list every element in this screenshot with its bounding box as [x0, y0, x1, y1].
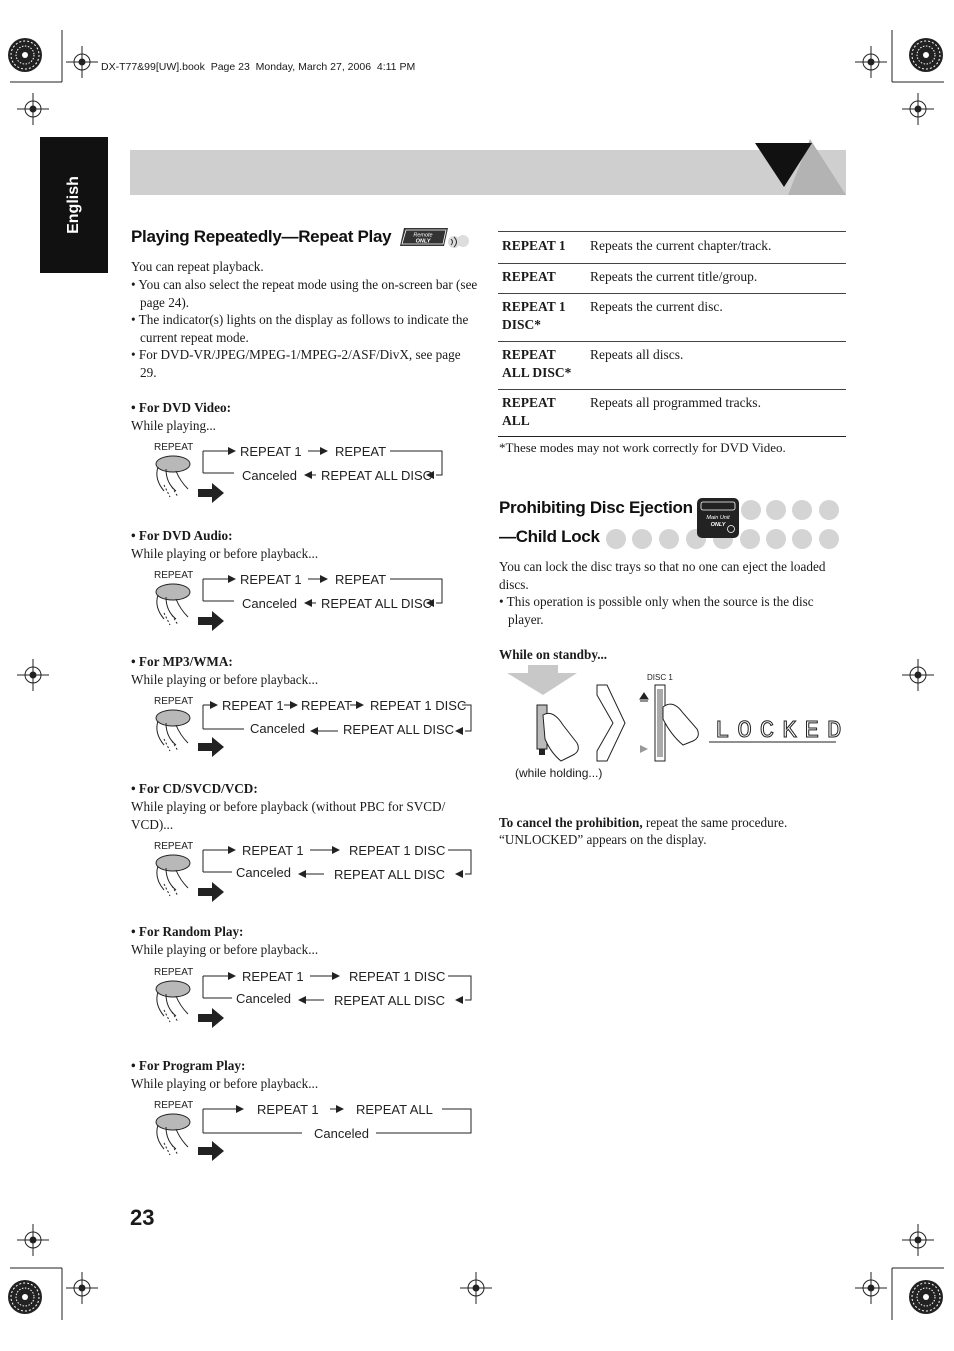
book-info: DX-T77&99[UW].book Page 23 Monday, March 27, 2006 4:11 PM [101, 61, 416, 73]
svg-text:Main Unit: Main Unit [706, 515, 730, 521]
group-sub-dvd-audio: While playing or before playback... [131, 546, 319, 561]
group-sub-mp3-wma: While playing or before playback... [131, 672, 319, 687]
svg-text:REPEAT: REPEAT [154, 841, 194, 852]
repeat-diagram-cd-svcd-vcd [150, 836, 480, 926]
table-value: Repeats the current disc. [590, 299, 723, 314]
repeat-diagram-program-play [150, 1095, 480, 1185]
table-value: Repeats all discs. [590, 347, 684, 362]
svg-text:REPEAT: REPEAT [154, 967, 194, 978]
svg-text:Remote: Remote [413, 232, 433, 239]
svg-text:REPEAT ALL DISC: REPEAT ALL DISC [334, 867, 446, 882]
while-holding-label: (while holding...) [515, 766, 603, 780]
svg-text:ONLY: ONLY [710, 522, 726, 528]
table-row [498, 389, 846, 437]
svg-text:REPEAT ALL DISC: REPEAT ALL DISC [321, 596, 433, 611]
svg-text:REPEAT 1: REPEAT 1 [257, 1102, 319, 1117]
group-sub-random-play: While playing or before playback... [131, 942, 319, 957]
group-sub-dvd-video: While playing... [131, 418, 216, 433]
cancel-rest: repeat the same procedure. [642, 815, 788, 830]
svg-text:REPEAT: REPEAT [154, 696, 194, 707]
header-banner [130, 139, 846, 196]
language-tab [40, 137, 108, 273]
group-heading-cd-svcd-vcd: • For CD/SVCD/VCD: [131, 781, 258, 796]
child-lock-title-line2: —Child Lock [499, 527, 604, 547]
unlocked-note: “UNLOCKED” appears on the display. [499, 832, 707, 847]
svg-text:REPEAT 1: REPEAT 1 [240, 572, 302, 587]
table-value: Repeats all programmed tracks. [590, 395, 761, 410]
group-heading-random-play: • For Random Play: [131, 924, 244, 939]
main-unit-only-icon [697, 498, 739, 538]
svg-text:REPEAT ALL: REPEAT ALL [356, 1102, 433, 1117]
svg-text:REPEAT: REPEAT [335, 444, 387, 459]
svg-text:REPEAT 1 DISC: REPEAT 1 DISC [349, 843, 446, 858]
cancel-bold: To cancel the prohibition, [499, 815, 643, 830]
group-heading-dvd-video: • For DVD Video: [131, 400, 231, 415]
svg-text:REPEAT ALL DISC: REPEAT ALL DISC [321, 468, 433, 483]
table-key: REPEAT ALL DISC* [502, 347, 572, 380]
child-lock-intro: You can lock the disc trays so that no one can eject the loaded discs. [499, 559, 826, 592]
group-heading-mp3-wma: • For MP3/WMA: [131, 654, 233, 669]
repeat-diagram-random-play [150, 962, 480, 1052]
svg-text:REPEAT: REPEAT [335, 572, 387, 587]
svg-text:Canceled: Canceled [236, 865, 291, 880]
repeat-bullet-2: • The indicator(s) lights on the display as follows to indicate the current repeat mode. [131, 312, 469, 345]
table-key: REPEAT ALL [502, 395, 556, 428]
table-key: REPEAT 1 DISC* [502, 299, 566, 332]
repeat-section-title: Playing Repeatedly—Repeat Play [131, 227, 392, 246]
svg-text:REPEAT ALL DISC: REPEAT ALL DISC [343, 722, 455, 737]
repeat-diagram-dvd-audio [150, 565, 480, 655]
svg-text:Canceled: Canceled [242, 468, 297, 483]
svg-text:LOCKED: LOCKED [715, 718, 849, 745]
cancel-instructions [499, 814, 847, 832]
svg-text:Canceled: Canceled [314, 1126, 369, 1141]
child-lock-bullet: • This operation is possible only when the source is the disc player. [499, 594, 814, 627]
repeat-bullet-3: • For DVD-VR/JPEG/MPEG-1/MPEG-2/ASF/DivX, see page 29. [131, 347, 461, 380]
svg-text:DISC 1: DISC 1 [647, 673, 673, 682]
table-row [498, 341, 846, 389]
group-sub-cd-svcd-vcd: While playing or before playback (without PBC for SVCD/ VCD)... [131, 799, 446, 832]
svg-text:Canceled: Canceled [250, 721, 305, 736]
repeat-diagram-dvd-video [150, 437, 480, 527]
table-key: REPEAT [502, 269, 556, 284]
remote-only-icon [396, 226, 474, 250]
page-number: 23 [130, 1205, 155, 1230]
svg-text:REPEAT 1: REPEAT 1 [242, 969, 304, 984]
standby-label: While on standby... [499, 647, 608, 662]
repeat-intro: You can repeat playback. [131, 259, 264, 274]
svg-text:Canceled: Canceled [236, 991, 291, 1006]
svg-text:REPEAT: REPEAT [154, 442, 194, 453]
svg-text:REPEAT 1: REPEAT 1 [240, 444, 302, 459]
svg-text:REPEAT: REPEAT [154, 570, 194, 581]
group-heading-program-play: • For Program Play: [131, 1058, 246, 1073]
table-key: REPEAT 1 [502, 238, 566, 253]
group-heading-dvd-audio: • For DVD Audio: [131, 528, 233, 543]
table-value: Repeats the current title/group. [590, 269, 758, 284]
table-row [498, 293, 846, 341]
group-sub-program-play: While playing or before playback... [131, 1076, 319, 1091]
svg-text:REPEAT 1: REPEAT 1 [242, 843, 304, 858]
svg-text:REPEAT 1 DISC: REPEAT 1 DISC [349, 969, 446, 984]
svg-text:REPEAT: REPEAT [154, 1100, 194, 1111]
svg-text:REPEAT 1: REPEAT 1 [222, 698, 284, 713]
table-footnote: *These modes may not work correctly for DVD Video. [499, 440, 786, 455]
child-lock-title-line1: Prohibiting Disc Ejection [499, 498, 697, 518]
table-row [498, 263, 846, 293]
svg-text:Canceled: Canceled [242, 596, 297, 611]
svg-text:ONLY: ONLY [415, 238, 431, 245]
svg-text:REPEAT ALL DISC: REPEAT ALL DISC [334, 993, 446, 1008]
svg-text:REPEAT 1 DISC: REPEAT 1 DISC [370, 698, 467, 713]
repeat-bullet-1: • You can also select the repeat mode using the on-screen bar (see page 24). [131, 277, 478, 310]
svg-text:REPEAT: REPEAT [301, 698, 353, 713]
table-value: Repeats the current chapter/track. [590, 238, 772, 253]
language-tab-label: English [65, 176, 82, 234]
table-row [498, 231, 846, 263]
repeat-diagram-mp3-wma [150, 691, 480, 781]
